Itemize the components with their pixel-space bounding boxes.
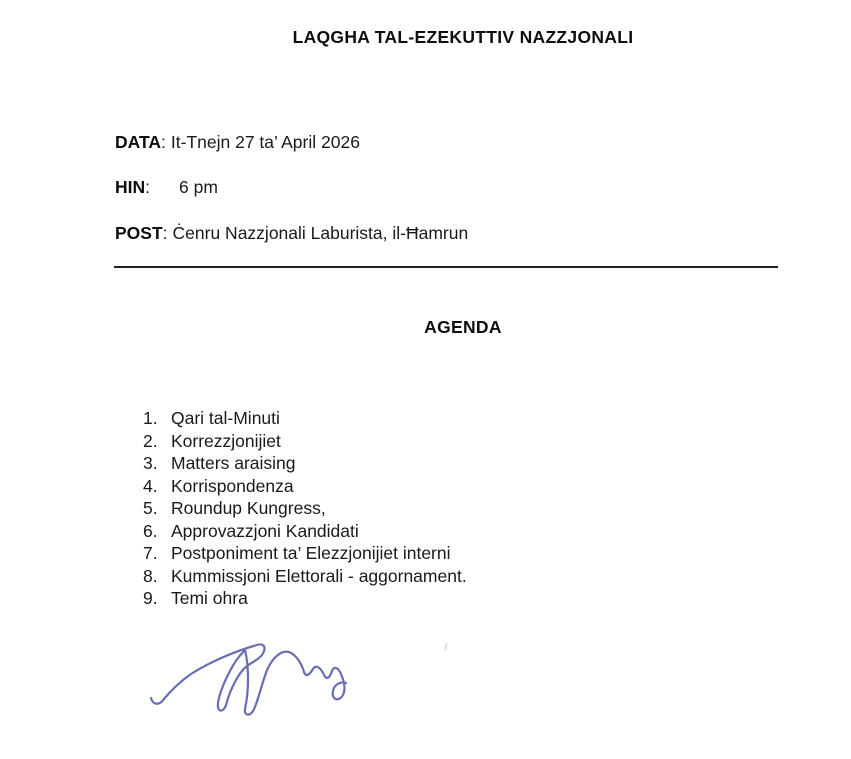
time-label: HIN — [115, 176, 146, 197]
agenda-item-text: Matters araising — [171, 453, 296, 473]
agenda-item-number: 7. — [143, 543, 158, 563]
agenda-item — [143, 497, 467, 520]
agenda-list — [143, 407, 467, 610]
date-value: It-Tnejn 27 ta’ April 2026 — [170, 131, 360, 152]
agenda-item — [143, 475, 467, 498]
agenda-item-text: Approvazzjoni Kandidati — [171, 520, 359, 541]
signature-stroke — [151, 644, 346, 714]
venue-line — [115, 223, 468, 244]
agenda-item-number: 4. — [143, 475, 158, 496]
agenda-item-number: 1. — [143, 408, 158, 428]
date-line — [115, 132, 360, 153]
agenda-item-number: 9. — [143, 588, 158, 608]
signature-svg — [145, 622, 365, 747]
agenda-item-number: 8. — [143, 565, 158, 586]
agenda-item-number: 5. — [143, 498, 158, 518]
date-label: DATA — [115, 131, 162, 152]
agenda-item — [143, 520, 467, 543]
agenda-item-number: 3. — [143, 453, 158, 473]
date-colon: : — [161, 131, 166, 152]
agenda-item-text: Temi ohra — [171, 588, 248, 608]
agenda-item-text: Roundup Kungress, — [171, 498, 326, 518]
agenda-item-text: Kummissjoni Elettorali - aggornament. — [171, 565, 467, 586]
agenda-item-text: Korrezzjonijiet — [171, 430, 281, 451]
venue-colon: : — [162, 222, 168, 243]
agenda-item-text: Postponiment ta’ Elezzjonijiet interni — [171, 543, 451, 563]
agenda-item — [143, 407, 467, 430]
separator-line — [114, 266, 778, 268]
venue-label: POST — [115, 222, 163, 243]
agenda-item — [143, 542, 467, 565]
agenda-item-number: 6. — [143, 520, 158, 541]
handwritten-signature — [145, 622, 365, 747]
agenda-item-number: 2. — [143, 430, 158, 451]
agenda-item-text: Korrispondenza — [171, 475, 294, 496]
time-colon: : — [145, 176, 151, 197]
venue-value: Ċenru Nazzjonali Laburista, il-Ħamrun — [172, 222, 469, 243]
agenda-item-text: Qari tal-Minuti — [171, 408, 280, 428]
ink-smudge — [444, 643, 447, 650]
agenda-heading: AGENDA — [424, 317, 502, 337]
agenda-item — [143, 565, 467, 588]
agenda-item — [143, 430, 467, 453]
agenda-item — [143, 452, 467, 475]
time-line — [115, 177, 218, 198]
time-value: 6 pm — [179, 176, 218, 197]
agenda-item — [143, 587, 467, 610]
document-title: LAQGHA TAL-EZEKUTTIV NAZZJONALI — [292, 27, 634, 47]
